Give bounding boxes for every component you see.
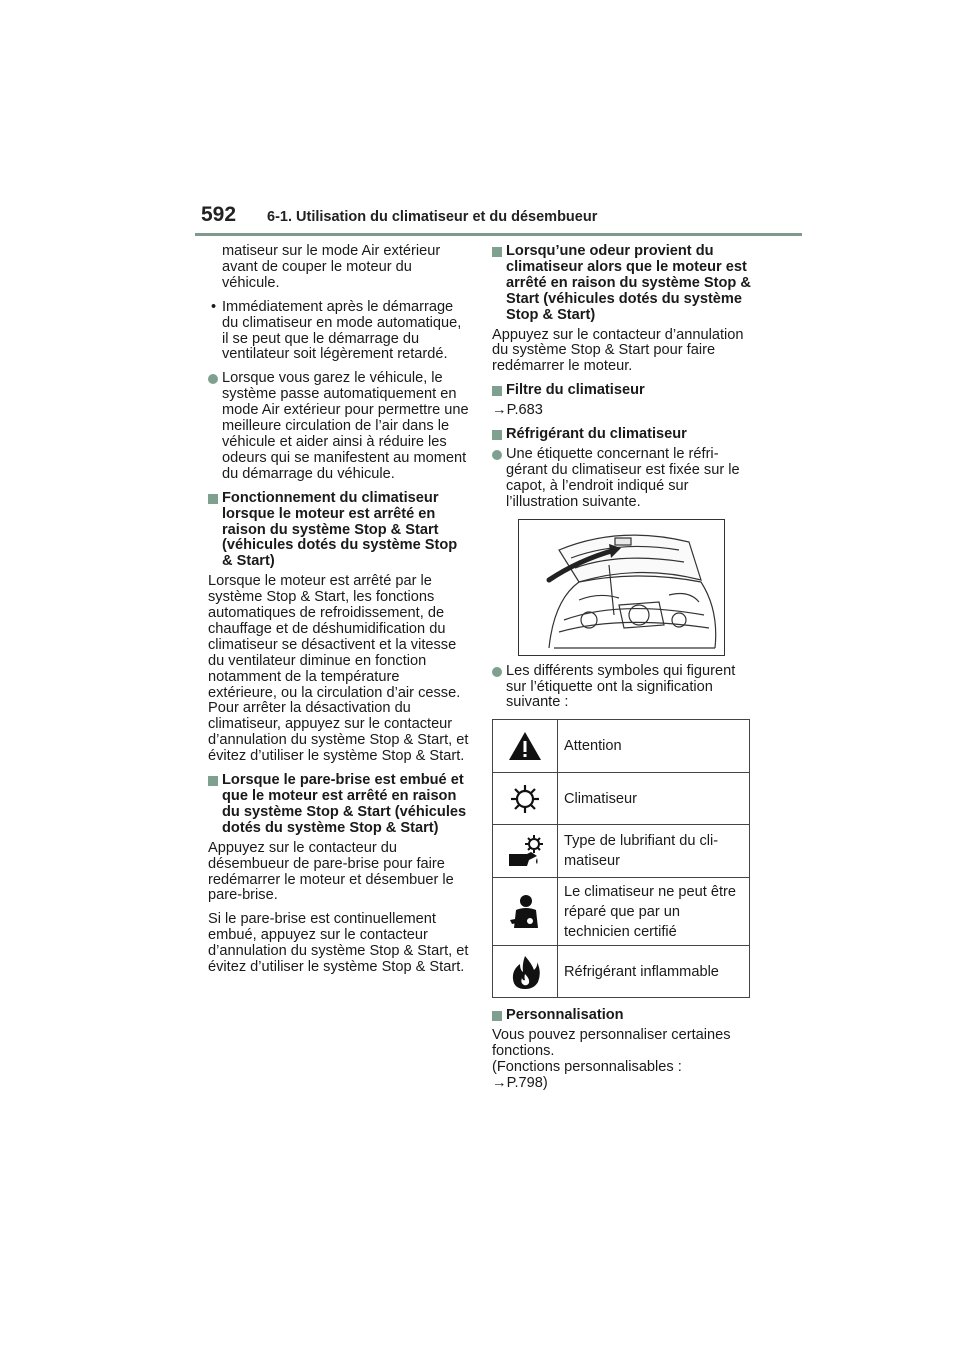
- dash-bullet-icon: •: [211, 298, 217, 315]
- symbol-cell: [493, 946, 558, 998]
- para-stop-start: Lorsque le moteur est arrêté par le système Stop & Start, les fonctions automatiques de refroidissement, de chauffage et de déshumidification du climatiseur se désactivent et la vitesse du ventilateur diminue en fonction notamment de la température extérieure, ou la circulation d’air cesse. Pour arrêter la désactivation du climatiseur, appuyez sur le contacteur d’annulation du système Stop & Start, et évitez d’utiliser le système Stop & Start.: [208, 573, 469, 765]
- ref-custom-text: P.798): [506, 1074, 548, 1091]
- round-bullet-icon: [492, 667, 502, 677]
- square-bullet-icon: [492, 386, 502, 396]
- bullet-parking: [208, 371, 470, 482]
- symbol-label: Type de lubrifiant du climatiseur: [558, 825, 750, 878]
- symbol-cell: [493, 825, 558, 878]
- para-fog-2: Si le pare-brise est continuellement embué, appuyez sur le contacteur d’annulation du système Stop & Start, et évitez d’utiliser le système Stop & Start.: [208, 911, 469, 976]
- heading-stop-start-text: Fonctionnement du climatiseur lorsque le moteur est arrêté en raison du système Stop & Start (véhicules dotés du système Stop & Start): [222, 489, 458, 570]
- arrow-icon: →: [492, 402, 507, 419]
- dash-item-text: Immédiatement après le démarrage du climatiseur en mode automatique, il se peut que le démarrage du ventilateur soit légèrement retardé.: [222, 298, 462, 363]
- heading-refrigerant: [492, 427, 754, 443]
- symbol-label: Attention: [558, 720, 750, 773]
- table-row: [493, 878, 750, 946]
- engine-hood-illustration: [518, 519, 725, 656]
- table-row: [493, 773, 750, 825]
- round-bullet-icon: [492, 450, 502, 460]
- symbols-table: [492, 719, 750, 998]
- bullet-label-location: [492, 447, 754, 511]
- heading-refrigerant-text: Réfrigérant du climatiseur: [506, 426, 687, 443]
- heading-custom: [492, 1008, 754, 1024]
- technician-icon: [508, 894, 542, 930]
- heading-filter-text: Filtre du climatiseur: [506, 382, 645, 399]
- page-number: 592: [201, 203, 237, 226]
- symbol-cell: [493, 878, 558, 946]
- symbol-cell: [493, 773, 558, 825]
- continued-text: matiseur sur le mode Air extérieur avant de couper le moteur du véhicule.: [222, 243, 441, 291]
- symbol-label: Réfrigérant inflammable: [558, 946, 750, 998]
- heading-fog: [208, 773, 470, 837]
- arrow-icon: →: [492, 1074, 507, 1091]
- round-bullet-icon: [208, 374, 218, 384]
- right-column: [492, 244, 754, 1100]
- square-bullet-icon: [208, 776, 218, 786]
- warning-triangle-icon: [507, 730, 543, 762]
- bullet-label-text: Une étiquette concernant le réfrigérant du climatiseur est fixée sur le capot, à l’endroit indiqué sur l’illustration suivante.: [506, 445, 740, 510]
- open-hood-drawing: [519, 520, 724, 655]
- table-row: [493, 946, 750, 998]
- section-title: 6-1. Utilisation du climatiseur et du désembueur: [267, 209, 598, 225]
- page-reference-custom[interactable]: [492, 1076, 754, 1092]
- heading-custom-text: Personnalisation: [506, 1007, 624, 1024]
- bullet-symbols-intro: [492, 664, 754, 712]
- heading-odor-text: Lorsqu’une odeur provient du climatiseur alors que le moteur est arrêté en raison du système Stop & Start (véhicules dotés du système Stop & Start): [506, 243, 751, 323]
- symbol-label: Le climatiseur ne peut être réparé que par un technicien certifié: [558, 878, 750, 946]
- symbol-label: Climatiseur: [558, 773, 750, 825]
- flame-icon: [510, 954, 540, 990]
- square-bullet-icon: [208, 494, 218, 504]
- bullet-symbols-text: Les différents symboles qui figurent sur l’étiquette ont la signification suivante :: [506, 662, 736, 711]
- oil-can-icon: [505, 834, 545, 868]
- ref-filter-text: P.683: [506, 402, 543, 419]
- table-row: [493, 825, 750, 878]
- para-fog-1: Appuyez sur le contacteur du désembueur de pare-brise pour faire redémarrer le moteur et désembuer le pare-brise.: [208, 839, 454, 904]
- heading-fog-text: Lorsque le pare-brise est embué et que le moteur est arrêté en raison du système Stop & Start (véhicules dotés du système Stop & Start): [222, 772, 467, 836]
- para-custom-2: (Fonctions personnalisables :: [492, 1059, 682, 1076]
- header-rule: [195, 233, 802, 236]
- symbol-cell: [493, 720, 558, 773]
- heading-filter: [492, 383, 754, 399]
- square-bullet-icon: [492, 430, 502, 440]
- bullet-parking-text: Lorsque vous garez le véhicule, le système passe automatiquement en mode Air extérieur pour permettre une meilleure circulation de l’air dans le véhicule et aider ainsi à réduire les odeurs qui se manifestent au moment du démarrage du véhicule.: [222, 370, 469, 482]
- para-odor: Appuyez sur le contacteur d’annulation du système Stop & Start pour faire redémarrer le moteur.: [492, 326, 744, 375]
- square-bullet-icon: [492, 1011, 502, 1021]
- heading-odor: [492, 244, 754, 324]
- square-bullet-icon: [492, 247, 502, 257]
- page-reference-filter[interactable]: [492, 403, 754, 419]
- table-row: [493, 720, 750, 773]
- page-header: [195, 200, 802, 236]
- dash-list-item: [208, 300, 470, 364]
- heading-stop-start: [208, 491, 470, 571]
- left-column: [208, 244, 470, 984]
- snowflake-gear-icon: [509, 783, 541, 815]
- para-custom-1: Vous pouvez personnaliser certaines fonctions.: [492, 1027, 731, 1060]
